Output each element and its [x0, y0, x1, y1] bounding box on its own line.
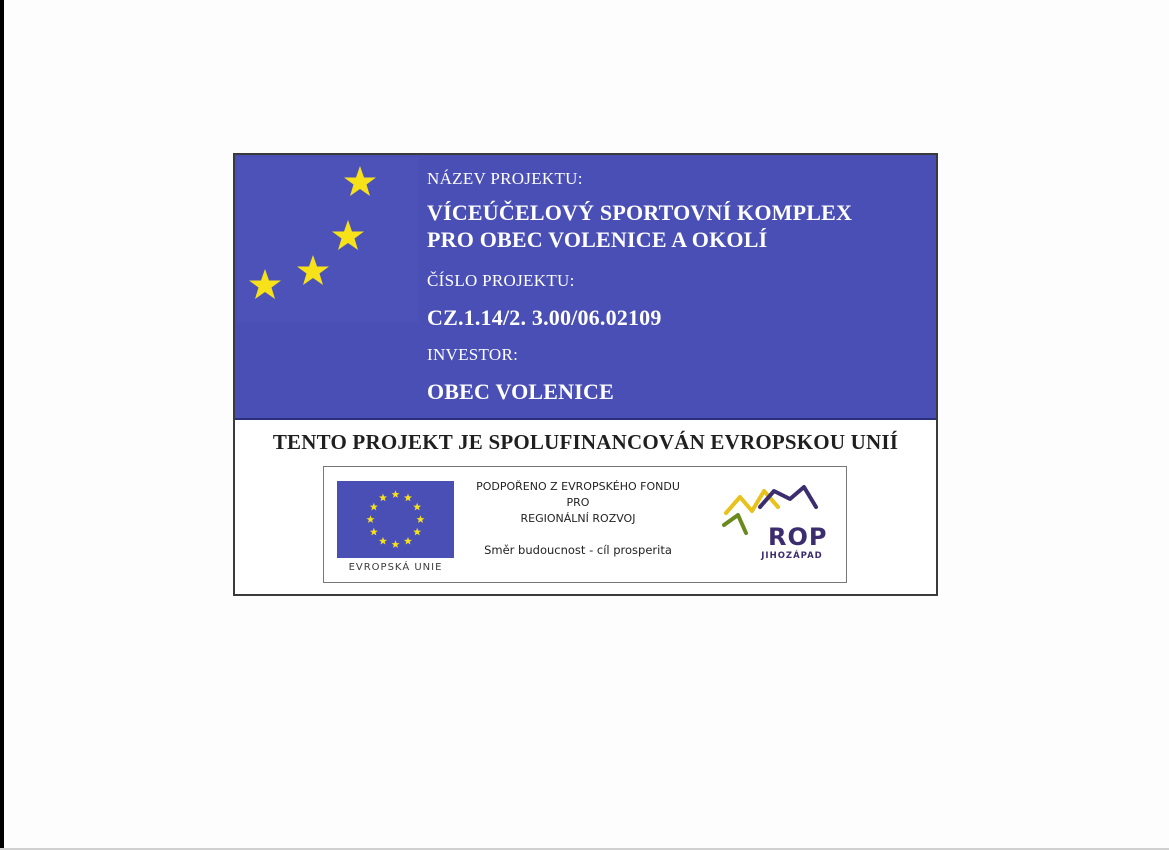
fund-description	[456, 479, 700, 527]
scan-edge-mark	[0, 0, 4, 850]
eu-star-icon	[248, 268, 282, 302]
slogan-text: Směr budoucnost - cíl prosperita	[484, 543, 672, 557]
project-info-panel	[235, 155, 936, 420]
eu-star-icon	[331, 219, 365, 253]
project-name-line2: PRO OBEC VOLENICE A OKOLÍ	[427, 227, 768, 252]
project-number: CZ.1.14/2. 3.00/06.02109	[427, 305, 662, 330]
rop-name: ROP	[768, 523, 828, 551]
fund-line: PODPOŘENO Z EVROPSKÉHO FONDU	[476, 480, 680, 493]
fund-line: REGIONÁLNÍ ROZVOJ	[520, 512, 636, 525]
project-name-label: NÁZEV PROJEKTU:	[427, 169, 583, 188]
eu-flag-icon	[337, 481, 454, 558]
project-number-label: ČÍSLO PROJEKTU:	[427, 271, 575, 290]
investor-name: OBEC VOLENICE	[427, 379, 614, 404]
eu-stars-area	[237, 157, 419, 322]
project-name-line1: VÍCEÚČELOVÝ SPORTOVNÍ KOMPLEX	[427, 200, 853, 225]
cofinancing-panel	[235, 420, 936, 594]
investor-label: INVESTOR:	[427, 345, 519, 364]
eu-star-icon	[296, 254, 330, 288]
eu-star-icon	[343, 165, 377, 199]
eu-caption: EVROPSKÁ UNIE	[348, 562, 443, 573]
funding-logos-box	[323, 466, 847, 583]
project-sign	[233, 153, 938, 596]
cofinanced-statement: TENTO PROJEKT JE SPOLUFINANCOVÁN EVROPSKOU UNIÍ	[272, 430, 899, 454]
fund-line: PRO	[566, 496, 590, 509]
rop-region: JIHOZÁPAD	[761, 551, 823, 561]
